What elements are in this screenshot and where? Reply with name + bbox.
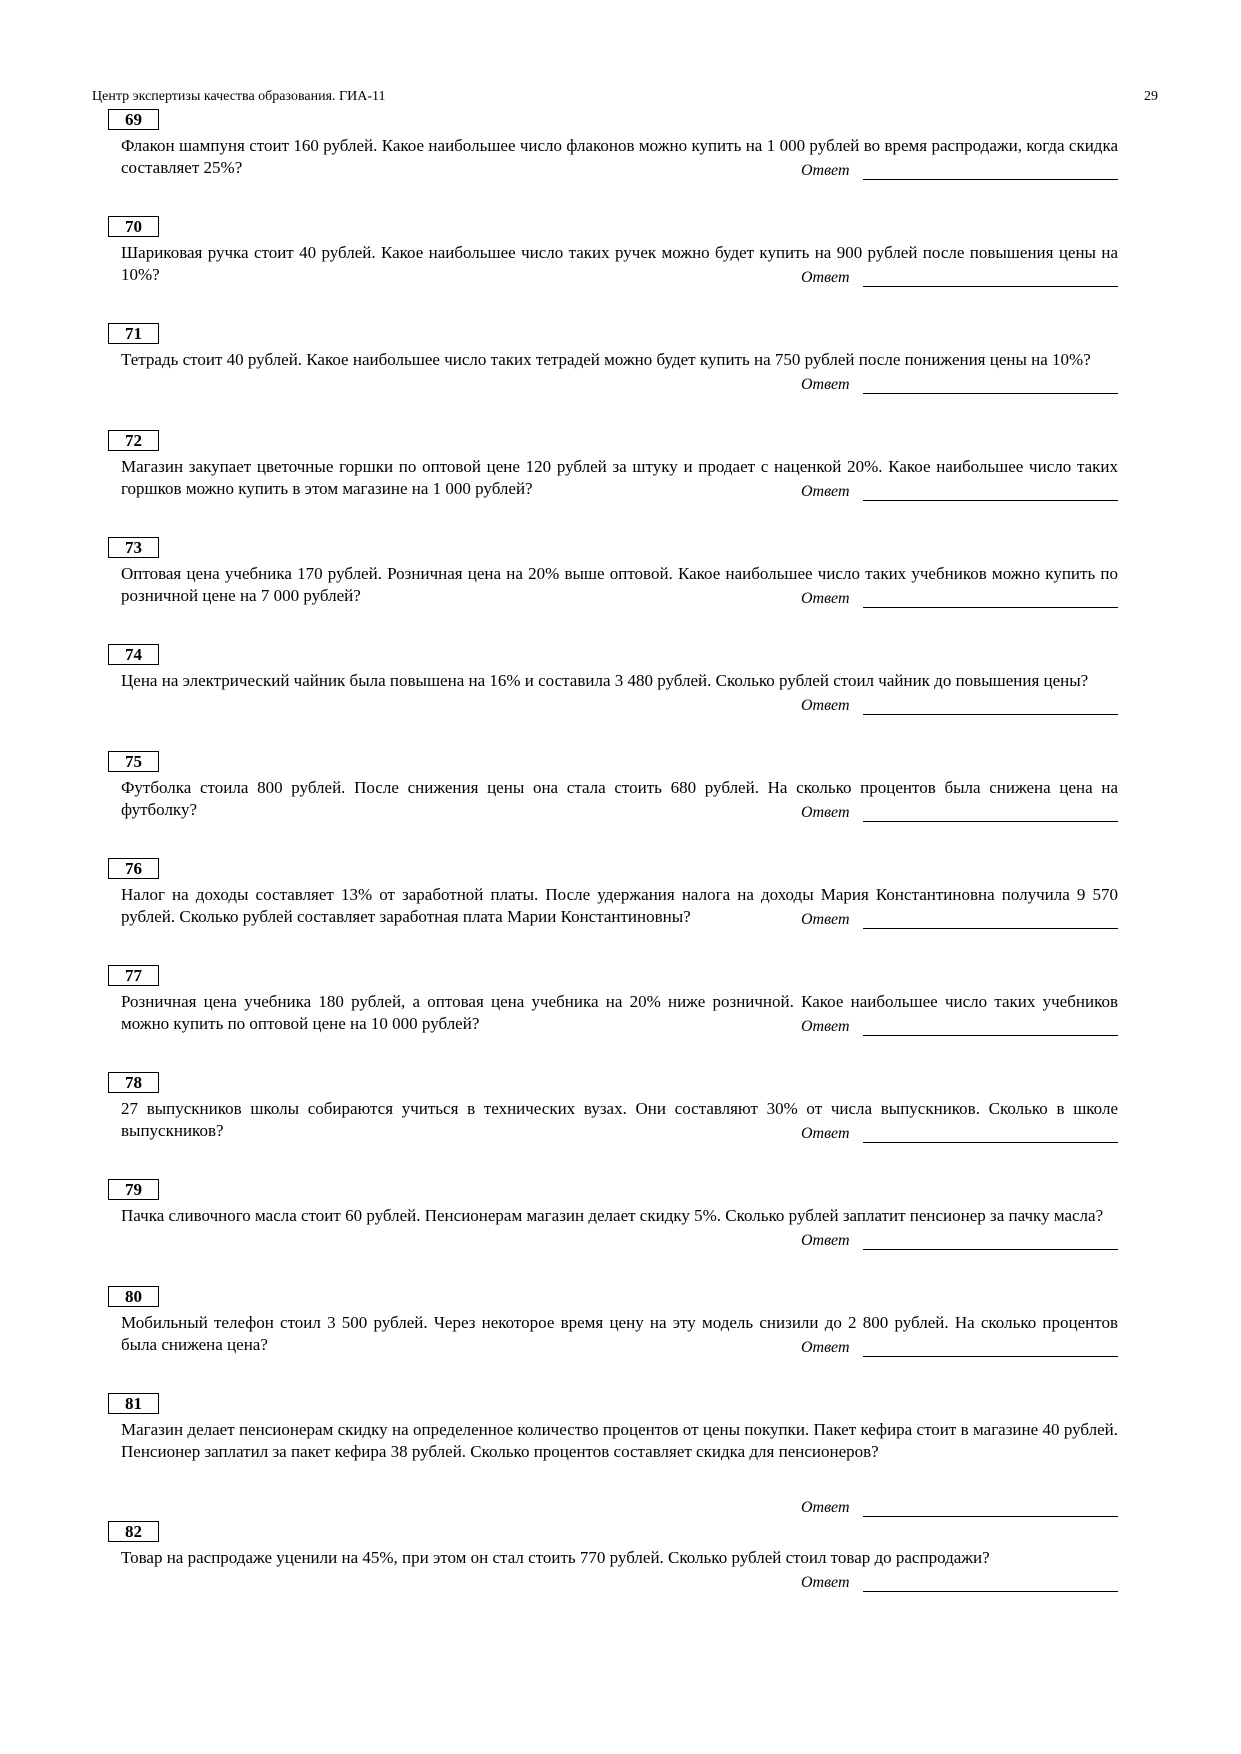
page-header xyxy=(92,88,1158,106)
problem-number: 75 xyxy=(108,751,159,772)
problem-text: Налог на доходы составляет 13% от заработной платы. После удержания налога на доходы Мария Константиновна получила 9 570 рублей. Сколько рублей составляет заработная плата Марии Константиновны? xyxy=(121,885,1118,926)
problem-item xyxy=(108,750,1118,857)
problem-item xyxy=(108,108,1118,215)
problem-item xyxy=(108,322,1118,429)
answer-line[interactable] xyxy=(863,286,1118,287)
answer-field[interactable] xyxy=(801,1016,1118,1038)
problem-item xyxy=(108,643,1118,750)
answer-field[interactable] xyxy=(801,909,1118,931)
answer-line[interactable] xyxy=(863,714,1118,715)
problem-item xyxy=(108,536,1118,643)
answer-field[interactable] xyxy=(801,374,1118,396)
problem-text: Мобильный телефон стоил 3 500 рублей. Через некоторое время цену на эту модель снизили до 2 800 рублей. На сколько процентов была снижена цена? xyxy=(121,1313,1118,1354)
answer-label: Ответ xyxy=(801,1499,850,1516)
problem-item xyxy=(108,429,1118,536)
problem-number: 80 xyxy=(108,1286,159,1307)
answer-field[interactable] xyxy=(801,1230,1118,1252)
answer-label: Ответ xyxy=(801,162,850,179)
problem-text: Магазин делает пенсионерам скидку на определенное количество процентов от цены покупки. Пакет кефира стоит в магазине 40 рублей. Пенсионер заплатил за пакет кефира 38 рублей. Сколько процентов составляет скидка для пенсионеров? xyxy=(121,1420,1118,1461)
problem-text: Оптовая цена учебника 170 рублей. Розничная цена на 20% выше оптовой. Какое наибольшее число таких учебников можно купить по розничной цене на 7 000 рублей? xyxy=(121,564,1118,605)
answer-label: Ответ xyxy=(801,1125,850,1142)
problem-text: Цена на электрический чайник была повышена на 16% и составила 3 480 рублей. Сколько рублей стоил чайник до повышения цены? xyxy=(121,671,1089,690)
answer-label: Ответ xyxy=(801,376,850,393)
problem-number: 72 xyxy=(108,430,159,451)
page-number: 29 xyxy=(1144,89,1158,104)
answer-field[interactable] xyxy=(801,1572,1118,1594)
answer-label: Ответ xyxy=(801,483,850,500)
answer-field[interactable] xyxy=(801,1123,1118,1145)
problem-item xyxy=(108,1285,1118,1392)
answer-label: Ответ xyxy=(801,1574,850,1591)
problem-text: Магазин закупает цветочные горшки по оптовой цене 120 рублей за штуку и продает с наценкой 20%. Какое наибольшее число таких горшков можно купить в этом магазине на 1 000 рублей? xyxy=(121,457,1118,498)
problem-item xyxy=(108,964,1118,1071)
answer-field[interactable] xyxy=(801,160,1118,182)
answer-line[interactable] xyxy=(863,1516,1118,1517)
problem-number: 71 xyxy=(108,323,159,344)
problem-number: 82 xyxy=(108,1521,159,1542)
answer-label: Ответ xyxy=(801,1018,850,1035)
answer-field[interactable] xyxy=(801,481,1118,503)
problem-number: 78 xyxy=(108,1072,159,1093)
problem-number: 77 xyxy=(108,965,159,986)
problem-item xyxy=(108,1520,1118,1627)
answer-line[interactable] xyxy=(863,179,1118,180)
problem-text: Шариковая ручка стоит 40 рублей. Какое наибольшее число таких ручек можно будет купить на 900 рублей после повышения цены на 10%? xyxy=(121,243,1118,284)
header-title: Центр экспертизы качества образования. ГИА-11 xyxy=(92,89,386,104)
problem-number: 76 xyxy=(108,858,159,879)
answer-line[interactable] xyxy=(863,821,1118,822)
answer-label: Ответ xyxy=(801,804,850,821)
answer-line[interactable] xyxy=(863,1356,1118,1357)
answer-field[interactable] xyxy=(801,695,1118,717)
answer-line[interactable] xyxy=(863,607,1118,608)
problem-text: Флакон шампуня стоит 160 рублей. Какое наибольшее число флаконов можно купить на 1 000 рублей во время распродажи, когда скидка составляет 25%? xyxy=(121,136,1118,177)
answer-line[interactable] xyxy=(863,1591,1118,1592)
problem-number: 79 xyxy=(108,1179,159,1200)
answer-label: Ответ xyxy=(801,269,850,286)
problem-number: 69 xyxy=(108,109,159,130)
problem-number: 81 xyxy=(108,1393,159,1414)
answer-label: Ответ xyxy=(801,911,850,928)
answer-line[interactable] xyxy=(863,1035,1118,1036)
problem-item xyxy=(108,1178,1118,1285)
problem-item xyxy=(108,857,1118,964)
answer-label: Ответ xyxy=(801,697,850,714)
answer-field[interactable] xyxy=(801,588,1118,610)
problem-text: Товар на распродаже уценили на 45%, при этом он стал стоить 770 рублей. Сколько рублей стоил товар до распродажи? xyxy=(121,1548,990,1567)
problem-number: 73 xyxy=(108,537,159,558)
problem-text: Тетрадь стоит 40 рублей. Какое наибольшее число таких тетрадей можно будет купить на 750 рублей после понижения цены на 10%? xyxy=(121,350,1091,369)
problem-number: 74 xyxy=(108,644,159,665)
problem-item xyxy=(108,215,1118,322)
answer-label: Ответ xyxy=(801,1232,850,1249)
problem-item xyxy=(108,1071,1118,1178)
answer-field[interactable] xyxy=(801,802,1118,824)
problem-item xyxy=(108,1392,1118,1520)
answer-line[interactable] xyxy=(863,1142,1118,1143)
answer-field[interactable] xyxy=(801,1337,1118,1359)
problem-list xyxy=(108,108,1118,1627)
answer-line[interactable] xyxy=(863,928,1118,929)
answer-line[interactable] xyxy=(863,500,1118,501)
problem-text: 27 выпускников школы собираются учиться в технических вузах. Они составляют 30% от числа выпускников. Сколько в школе выпускников? xyxy=(121,1099,1118,1140)
answer-field[interactable] xyxy=(801,267,1118,289)
problem-text: Футболка стоила 800 рублей. После снижения цены она стала стоить 680 рублей. На сколько процентов была снижена цена на футболку? xyxy=(121,778,1118,819)
problem-text: Розничная цена учебника 180 рублей, а оптовая цена учебника на 20% ниже розничной. Какое наибольшее число таких учебников можно купить по оптовой цене на 10 000 рублей? xyxy=(121,992,1118,1033)
answer-line[interactable] xyxy=(863,1249,1118,1250)
answer-line[interactable] xyxy=(863,393,1118,394)
answer-label: Ответ xyxy=(801,590,850,607)
problem-number: 70 xyxy=(108,216,159,237)
answer-label: Ответ xyxy=(801,1339,850,1356)
answer-field[interactable] xyxy=(801,1497,1118,1519)
problem-text: Пачка сливочного масла стоит 60 рублей. Пенсионерам магазин делает скидку 5%. Сколько рублей заплатит пенсионер за пачку масла? xyxy=(121,1206,1104,1225)
